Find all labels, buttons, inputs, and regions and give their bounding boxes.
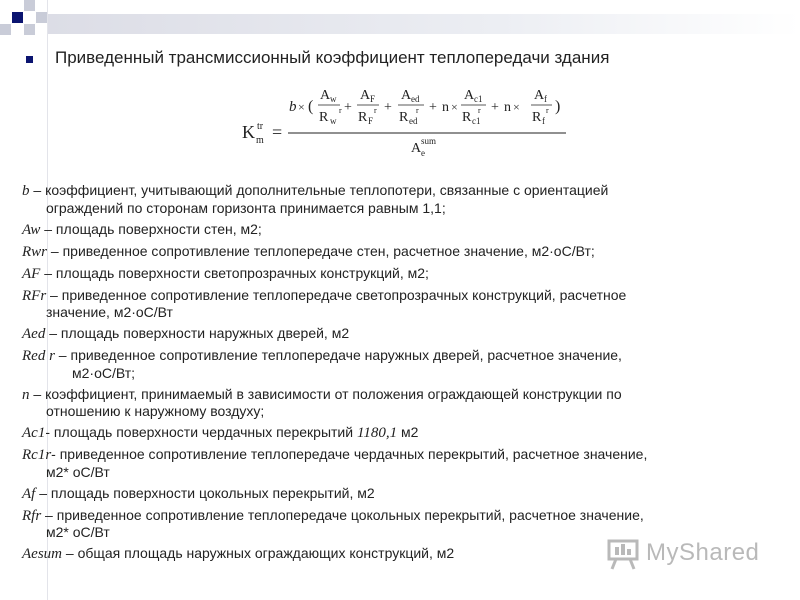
formula-times-2: ×	[451, 100, 458, 114]
square-bullet-icon	[26, 56, 33, 63]
definition-text: – площадь поверхности светопрозрачных конструкций, м2;	[40, 264, 429, 281]
definition-text: – коэффициент, учитывающий дополнительные теплопотери, связанные с ориентацией	[29, 182, 609, 198]
definition-item	[22, 507, 752, 541]
watermark-text: MyShared	[646, 539, 760, 566]
definition-text: – площадь поверхности цокольных перекрытий, м2	[35, 484, 375, 501]
definition-symbol: n	[22, 386, 30, 403]
term3-R-sup: r	[416, 106, 419, 115]
definition-text: – площадь поверхности стен, м2;	[40, 220, 262, 237]
definition-continuation: значение, м2·оС/Вт	[46, 304, 173, 320]
definition-text: – приведенное сопротивление теплопередаче наружных дверей, расчетное значение,	[54, 347, 622, 363]
formula-n-1: n	[442, 100, 449, 115]
formula-equals: =	[272, 122, 283, 142]
definition-symbol: Ac1	[22, 425, 46, 441]
definition-item	[22, 347, 752, 381]
definition-text: – приведенное сопротивление теплопередаче цокольных перекрытий, расчетное значение,	[41, 506, 644, 523]
term4-R-sup: r	[478, 106, 481, 115]
definition-item	[22, 287, 752, 321]
definition-text: - приведенное сопротивление теплопередаче чердачных перекрытий, расчетное значение,	[51, 446, 648, 462]
denominator-A: A	[411, 141, 422, 156]
formula-times-3: ×	[513, 100, 520, 114]
formula-b: b	[289, 99, 297, 115]
header-square-light	[0, 24, 11, 35]
formula-n-2: n	[504, 100, 511, 115]
formula-lhs-symbol: K	[242, 122, 255, 142]
definition-text: - площадь поверхности чердачных перекрытий	[45, 424, 357, 440]
definition-symbol: Red r	[22, 348, 55, 364]
definition-continuation: м2·оС/Вт;	[72, 364, 136, 381]
presentation-board-icon	[606, 537, 642, 571]
formula-open-paren: (	[308, 98, 314, 115]
term3-R: R	[399, 110, 409, 125]
term4-A: A	[464, 88, 475, 103]
term1-A-sub: w	[330, 94, 337, 104]
definition-continuation: м2* оС/Вт	[46, 463, 110, 480]
header-square-dark	[12, 12, 23, 23]
definition-continuation: м2* оС/Вт	[46, 524, 110, 540]
term2-R-sub: F	[368, 116, 374, 126]
header-square-light	[24, 0, 35, 11]
definition-text: – коэффициент, принимаемый в зависимости от положения ограждающей конструкции по	[29, 385, 622, 402]
definition-symbol: Rfr	[22, 507, 42, 524]
formula-times: ×	[298, 100, 305, 114]
header-gradient-bar	[48, 14, 800, 34]
plus-3: +	[429, 100, 437, 115]
slide-title: Приведенный трансмиссионный коэффициент теплопередачи здания	[55, 48, 610, 67]
term3-A: A	[401, 88, 412, 103]
watermark	[606, 537, 766, 571]
denominator-sub: e	[421, 148, 425, 158]
definition-text: – площадь поверхности наружных дверей, м2	[45, 325, 350, 341]
definition-item	[22, 243, 752, 261]
term5-A-sub: f	[544, 94, 547, 104]
term1-R: R	[319, 110, 329, 125]
definition-item	[22, 446, 752, 480]
formula-close-paren: )	[555, 98, 561, 115]
term2-R-sup: r	[374, 106, 377, 115]
plus-1: +	[344, 100, 352, 115]
term2-A-sub: F	[370, 94, 376, 104]
definition-item	[22, 265, 752, 283]
definition-symbol: AF	[22, 265, 41, 282]
term2-A: A	[360, 88, 371, 103]
term4-R: R	[462, 110, 472, 125]
term5-A: A	[534, 88, 545, 103]
definition-continuation: отношению к наружному воздуху;	[46, 403, 265, 419]
term5-R-sub: f	[542, 116, 545, 126]
term1-R-sub: w	[330, 116, 337, 126]
term3-R-sub: ed	[409, 116, 418, 126]
definitions-list	[22, 182, 752, 567]
definition-item	[22, 182, 752, 216]
definition-symbol: Rc1r	[22, 447, 52, 463]
definition-symbol: b	[22, 183, 30, 199]
definition-item	[22, 485, 752, 503]
definition-text: – приведенное сопротивление теплопередаче стен, расчетное значение, м2·оС/Вт;	[47, 242, 595, 259]
definition-symbol: Af	[22, 485, 36, 502]
formula-lhs-sup: tr	[257, 121, 264, 132]
definition-symbol: Aesum	[22, 546, 62, 562]
plus-2: +	[384, 100, 392, 115]
definition-text: – приведенное сопротивление теплопередаче светопрозрачных конструкций, расчетное	[46, 286, 627, 303]
definition-symbol: Aw	[22, 221, 41, 238]
term4-R-sub: c1	[472, 116, 481, 126]
definition-item	[22, 424, 752, 442]
term1-R-sup: r	[339, 106, 342, 115]
term3-A-sub: ed	[411, 94, 420, 104]
header-square-light	[36, 12, 47, 23]
term2-R: R	[358, 110, 368, 125]
formula-lhs-sub: m	[256, 135, 264, 146]
denominator-sup: sum	[421, 136, 437, 146]
term5-R: R	[532, 110, 542, 125]
header-square-light	[24, 24, 35, 35]
term1-A: A	[320, 88, 331, 103]
term5-R-sup: r	[546, 106, 549, 115]
definition-continuation: ограждений по сторонам горизонта принимается равным 1,1;	[46, 199, 446, 216]
definition-item	[22, 221, 752, 239]
definition-unit: м2	[397, 424, 419, 440]
definition-symbol: Aed	[22, 326, 46, 342]
definition-symbol: RFr	[22, 287, 47, 304]
definition-symbol: Rwr	[22, 243, 48, 260]
definition-text: – общая площадь наружных ограждающих конструкций, м2	[62, 545, 455, 561]
definition-item	[22, 325, 752, 343]
definition-value: 1180,1	[356, 425, 398, 441]
formula-svg	[240, 86, 570, 162]
definition-item	[22, 386, 752, 420]
plus-4: +	[491, 100, 499, 115]
term4-A-sub: c1	[474, 94, 483, 104]
formula	[240, 86, 570, 162]
